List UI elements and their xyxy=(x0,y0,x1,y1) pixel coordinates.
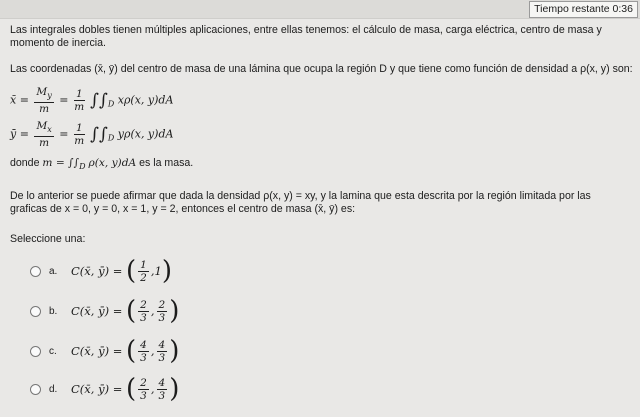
option-formula: C(x̄, ȳ) = ( $\frac{2}{3}$ , $\frac{2}{3}$ ) xyxy=(71,296,180,326)
eq-lhs: x̄ = xyxy=(10,93,29,107)
equation-y-bar: ȳ = $\frac{M_x}{m}$ = $\frac{1}{m}$ $\int\int_D$ yρ(x, y)dA xyxy=(10,120,174,149)
fraction-mx-m: $\frac{M_x}{m}$ xyxy=(36,120,52,149)
eq-lhs: ȳ = xyxy=(10,127,29,141)
double-integral-symbol: ∫∫ xyxy=(90,124,108,145)
option-formula: C(x̄, ȳ) = ( $\frac{4}{3}$ , $\frac{4}{3}$ ) xyxy=(71,336,180,366)
option-c[interactable]: c. C(x̄, ȳ) = ( $\frac{4}{3}$ , $\frac{4}{3}$ ) xyxy=(30,338,179,364)
top-bar xyxy=(0,0,640,19)
fraction-1-m: $\frac{1}{m}$ xyxy=(74,88,85,113)
option-a[interactable]: a. C(x̄, ȳ) = ( $\frac{1}{2}$ , 1 ) xyxy=(30,258,172,284)
coordinates-text: Las coordenadas (x̄, ȳ) del centro de masa de una lámina que ocupa la región D y que tiene como función de densidad a ρ(x, y) son: xyxy=(10,63,633,75)
fraction-my-m: $\frac{M_y}{m}$ xyxy=(36,86,52,115)
radio-button[interactable] xyxy=(30,306,41,317)
option-d[interactable]: d. C(x̄, ȳ) = ( $\frac{2}{3}$ , $\frac{4}{3}$ ) xyxy=(30,376,179,402)
integrand: yρ(x, y)dA xyxy=(117,127,174,141)
radio-button[interactable] xyxy=(30,346,41,357)
time-remaining: Tiempo restante 0:36 xyxy=(529,1,638,18)
select-one-label: Seleccione una: xyxy=(10,233,86,245)
problem-statement: De lo anterior se puede afirmar que dada la densidad ρ(x, y) = xy, y la lamina que esta descrita por la región limitada por las graficas de x = 0, y = 0, x = 1, y = 2, entonces el centro de masa (x̄, ȳ) es: xyxy=(10,190,591,215)
equation-x-bar: x̄ = $\frac{M_y}{m}$ = $\frac{1}{m}$ $\int\int_D$ xρ(x, y)dA xyxy=(10,86,174,115)
intro-text: Las integrales dobles tienen múltiples aplicaciones, entre ellas tenemos: el cálculo de masa, carga eléctrica, centro de masa y momento de inercia. xyxy=(10,24,602,49)
mass-definition: donde $m = \int\int_D$ ρ(x, y)dA es la masa. xyxy=(10,157,194,171)
radio-button[interactable] xyxy=(30,266,41,277)
fraction-1-m: $\frac{1}{m}$ xyxy=(74,122,85,147)
integrand: xρ(x, y)dA xyxy=(117,93,174,107)
option-formula: C(x̄, ȳ) = ( $\frac{1}{2}$ , 1 ) xyxy=(71,256,172,286)
option-formula: C(x̄, ȳ) = ( $\frac{2}{3}$ , $\frac{4}{3}$ ) xyxy=(71,374,180,404)
radio-button[interactable] xyxy=(30,384,41,395)
option-b[interactable]: b. C(x̄, ȳ) = ( $\frac{2}{3}$ , $\frac{2}{3}$ ) xyxy=(30,298,179,324)
double-integral-symbol: ∫∫ xyxy=(90,90,108,111)
